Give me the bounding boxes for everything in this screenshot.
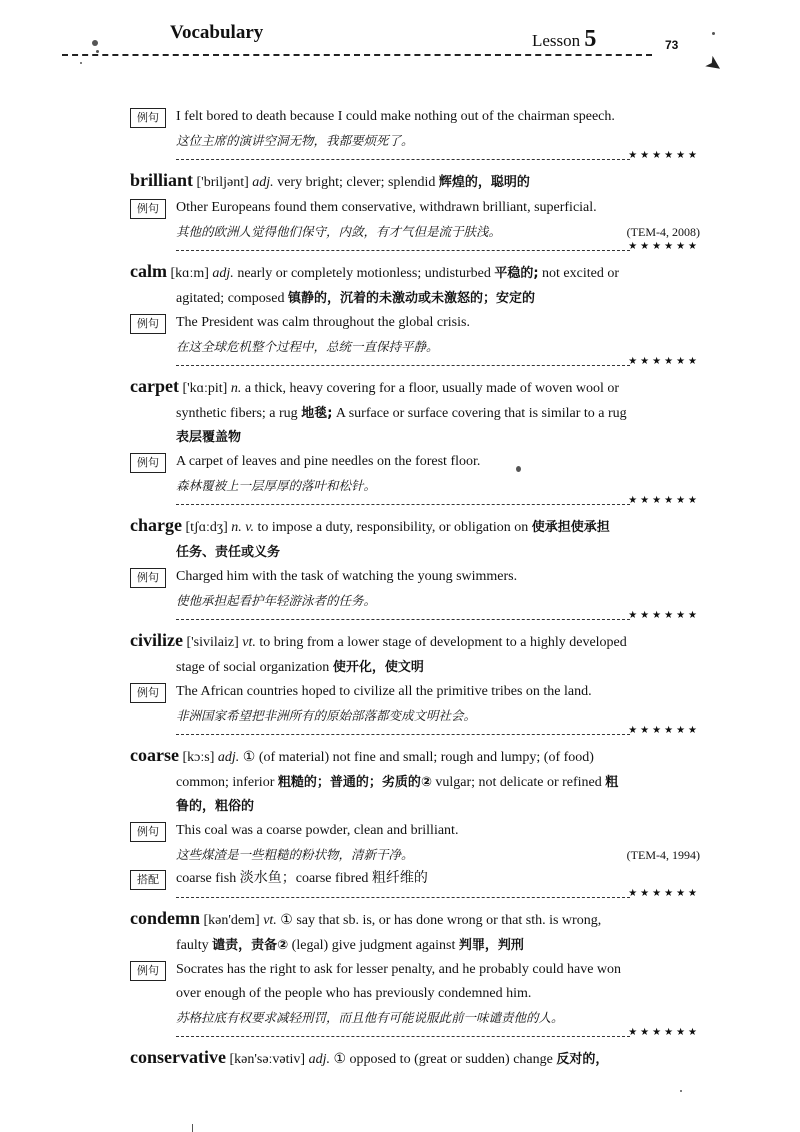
example-zh: 在这全球危机整个过程中，总统一直保持平静。 xyxy=(176,339,439,354)
rating-stars: ★★★★★★ xyxy=(628,725,700,736)
scan-speck xyxy=(192,1124,193,1132)
vocab-entry xyxy=(130,167,700,258)
example-row xyxy=(130,450,700,498)
header-divider xyxy=(62,54,652,56)
part-of-speech: n. v. xyxy=(231,520,254,535)
definition-cont-zh-3: 鲁的，粗俗的 xyxy=(176,799,255,814)
definition-cont-zh-2: 表层覆盖物 xyxy=(176,430,242,445)
vocab-entry xyxy=(130,105,700,167)
definition-cont-en: synthetic fibers; a rug xyxy=(176,406,298,421)
example-en: Socrates has the right to ask for lesser penalty, and he probably could have won xyxy=(176,962,622,977)
example-zh: 森林覆被上一层厚厚的落叶和松针。 xyxy=(176,478,377,493)
entry-headline xyxy=(130,258,700,287)
entry-headline xyxy=(130,167,700,196)
example-en: I felt bored to death because I could make nothing out of the chairman speech. xyxy=(176,109,615,124)
vocab-entry xyxy=(130,1044,700,1073)
entry-headline xyxy=(130,1044,700,1073)
definition-continued xyxy=(130,426,700,450)
corner-mark-icon: ➤ xyxy=(700,49,729,79)
collocation-text: coarse fish 淡水鱼；coarse fibred 粗纤维的 xyxy=(176,871,428,886)
phonetic: [tʃɑːdʒ] xyxy=(185,520,228,535)
collocation-tag: 搭配 xyxy=(130,870,166,890)
headword: charge xyxy=(130,515,182,535)
headword: civilize xyxy=(130,630,183,650)
exam-source: (TEM-4, 2008) xyxy=(626,225,700,239)
example-row xyxy=(130,680,700,728)
rating-stars: ★★★★★★ xyxy=(628,610,700,621)
part-of-speech: n. xyxy=(230,381,242,396)
definition-cont-en: faulty xyxy=(176,938,209,953)
vocab-entry xyxy=(130,627,700,742)
headword: coarse xyxy=(130,745,179,765)
part-of-speech: adj. xyxy=(308,1052,330,1067)
entry-divider xyxy=(176,888,700,905)
part-of-speech: vt. xyxy=(263,913,277,928)
part-of-speech: adj. xyxy=(217,750,240,765)
entry-divider xyxy=(176,610,700,627)
entry-headline xyxy=(130,512,700,541)
entry-divider xyxy=(176,725,700,742)
definition-cont-en: agitated; composed xyxy=(176,291,285,306)
entry-divider xyxy=(176,241,700,258)
example-zh: 使他承担起看护年轻游泳者的任务。 xyxy=(176,593,377,608)
example-en: The African countries hoped to civilize all the primitive tribes on the land. xyxy=(176,684,592,699)
definition-en: to impose a duty, responsibility, or obligation on xyxy=(257,520,529,535)
definition-en: nearly or completely motionless; undisturbed xyxy=(237,266,491,281)
entry-divider xyxy=(176,1027,700,1044)
headword: condemn xyxy=(130,908,201,928)
collocation-row xyxy=(130,867,700,891)
definition-en: ① say that sb. is, or has done wrong or that sth. is wrong, xyxy=(280,913,602,928)
definition-cont-zh: 地毯; xyxy=(301,406,333,421)
example-row xyxy=(130,958,700,1030)
definition-continued xyxy=(130,771,700,795)
definition-zh: 平稳的; xyxy=(494,266,539,281)
example-tag: 例句 xyxy=(130,199,166,219)
scan-speck xyxy=(92,40,98,46)
definition-continued xyxy=(130,541,700,565)
lesson-number: 5 xyxy=(584,26,597,52)
example-en: Other Europeans found them conservative, withdrawn brilliant, superficial. xyxy=(176,200,597,215)
headword: calm xyxy=(130,261,167,281)
page-number: 73 xyxy=(665,38,679,52)
phonetic: [kən'səːvətiv] xyxy=(229,1052,306,1067)
entry-divider xyxy=(176,495,700,512)
example-zh: 这些煤渣是一些粗糙的粉状物，清新干净。 xyxy=(176,847,414,862)
definition-zh: 反对的， xyxy=(556,1052,609,1067)
example-tag: 例句 xyxy=(130,822,166,842)
definition-cont-zh: 谴责，责备② xyxy=(212,938,289,953)
definition-continued xyxy=(130,402,700,426)
definition-en-2: not excited or xyxy=(542,266,620,281)
lesson-label xyxy=(532,26,596,53)
rating-stars: ★★★★★★ xyxy=(628,495,700,506)
definition-en: ① (of material) not fine and small; rough and lumpy; (of food) xyxy=(242,750,594,765)
definition-en: ① opposed to (great or sudden) change xyxy=(333,1052,553,1067)
headword: brilliant xyxy=(130,170,194,190)
scan-speck xyxy=(712,32,715,35)
definition-cont-en-2: A surface or surface covering that is similar to a rug xyxy=(335,406,627,421)
vocab-entry xyxy=(130,512,700,627)
definition-continued xyxy=(130,934,700,958)
example-tag: 例句 xyxy=(130,108,166,128)
phonetic: [kən'dem] xyxy=(203,913,260,928)
example-tag: 例句 xyxy=(130,314,166,334)
example-en: A carpet of leaves and pine needles on the forest floor. xyxy=(176,454,481,469)
example-en: Charged him with the task of watching the young swimmers. xyxy=(176,569,518,584)
definition-en: very bright; clever; splendid xyxy=(277,175,436,190)
phonetic: ['briljənt] xyxy=(196,175,249,190)
example-row xyxy=(130,196,700,244)
definition-cont-en: stage of social organization xyxy=(176,660,330,675)
lesson-word: Lesson xyxy=(532,31,581,50)
phonetic: [kɔːs] xyxy=(182,750,215,765)
entry-divider xyxy=(176,150,700,167)
rating-stars: ★★★★★★ xyxy=(628,888,700,899)
definition-cont-zh: 使开化，使文明 xyxy=(332,660,424,675)
definition-cont-zh: 粗糙的；普通的；劣质的② xyxy=(277,775,432,790)
example-en: This coal was a coarse powder, clean and brilliant. xyxy=(176,823,459,838)
headword: carpet xyxy=(130,376,179,396)
entry-divider xyxy=(176,356,700,373)
definition-continued xyxy=(130,656,700,680)
definition-cont-zh-2: 判罪，判刑 xyxy=(458,938,524,953)
scan-speck xyxy=(96,50,99,53)
vocab-entry xyxy=(130,258,700,373)
rating-stars: ★★★★★★ xyxy=(628,356,700,367)
example-row xyxy=(130,311,700,359)
vocabulary-list xyxy=(130,105,700,1073)
definition-continued xyxy=(130,795,700,819)
example-row xyxy=(130,819,700,867)
definition-zh: 使承担使承担 xyxy=(531,520,610,535)
phonetic: [kɑːm] xyxy=(170,266,209,281)
example-zh: 非洲国家希望把非洲所有的原始部落都变成文明社会。 xyxy=(176,708,477,723)
headword: conservative xyxy=(130,1047,226,1067)
example-tag: 例句 xyxy=(130,453,166,473)
definition-cont-zh: 镇静的，沉着的未激动或未激怒的；安定的 xyxy=(287,291,535,306)
definition-cont-en-2: (legal) give judgment against xyxy=(291,938,456,953)
part-of-speech: vt. xyxy=(242,635,256,650)
definition-cont-zh-2: 粗 xyxy=(605,775,619,790)
example-tag: 例句 xyxy=(130,961,166,981)
example-zh: 其他的欧洲人觉得他们保守，内敛，有才气但是流于肤浅。 xyxy=(176,224,502,239)
definition-cont-zh: 任务、责任或义务 xyxy=(176,545,281,560)
rating-stars: ★★★★★★ xyxy=(628,241,700,252)
scan-speck xyxy=(680,1090,682,1092)
vocab-entry xyxy=(130,742,700,905)
vocab-entry xyxy=(130,905,700,1044)
section-title: Vocabulary xyxy=(170,22,264,43)
rating-stars: ★★★★★★ xyxy=(628,150,700,161)
example-en: The President was calm throughout the global crisis. xyxy=(176,315,470,330)
phonetic: ['sivilaiz] xyxy=(186,635,239,650)
definition-cont-en-2: vulgar; not delicate or refined xyxy=(435,775,602,790)
definition-en: to bring from a lower stage of development to a highly developed xyxy=(259,635,627,650)
part-of-speech: adj. xyxy=(212,266,234,281)
exam-source: (TEM-4, 1994) xyxy=(626,848,700,862)
example-row xyxy=(130,105,700,153)
example-en-2: over enough of the people who has previously condemned him. xyxy=(176,986,532,1001)
example-zh: 这位主席的演讲空洞无物，我都要烦死了。 xyxy=(176,133,414,148)
definition-cont-en: common; inferior xyxy=(176,775,275,790)
part-of-speech: adj. xyxy=(252,175,274,190)
page-header xyxy=(0,18,800,68)
example-row xyxy=(130,565,700,613)
scan-speck xyxy=(80,62,82,64)
example-zh: 苏格拉底有权要求减轻刑罚，而且他有可能说服此前一味谴责他的人。 xyxy=(176,1010,564,1025)
example-tag: 例句 xyxy=(130,568,166,588)
rating-stars: ★★★★★★ xyxy=(628,1027,700,1038)
example-tag: 例句 xyxy=(130,683,166,703)
definition-zh: 辉煌的，聪明的 xyxy=(438,175,530,190)
vocab-entry xyxy=(130,373,700,512)
definition-continued xyxy=(130,287,700,311)
entry-headline xyxy=(130,742,700,771)
entry-headline xyxy=(130,373,700,402)
entry-headline xyxy=(130,905,700,934)
definition-en: a thick, heavy covering for a floor, usually made of woven wool or xyxy=(244,381,620,396)
entry-headline xyxy=(130,627,700,656)
phonetic: ['kɑːpit] xyxy=(182,381,228,396)
